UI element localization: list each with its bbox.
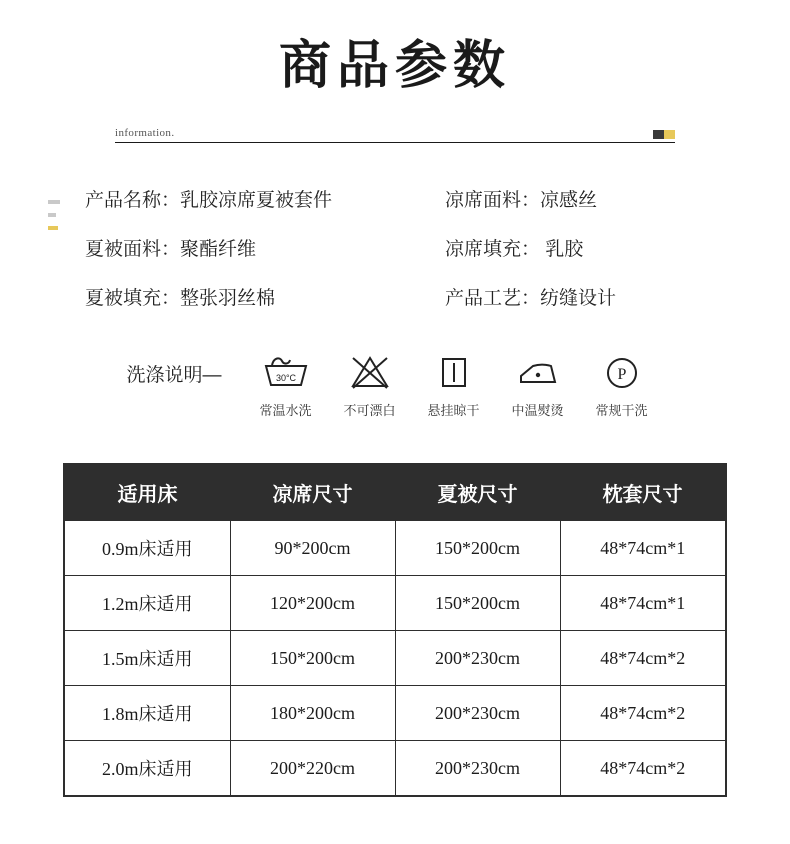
spec-value: 纺缝设计: [540, 288, 617, 310]
tick-mark: [48, 200, 60, 204]
page-title: 商品参数: [278, 38, 511, 95]
wash-care-section: [75, 350, 715, 419]
wash-basin-30c-icon: [244, 350, 328, 394]
wash-care-item: [244, 350, 328, 419]
cell-bed: 1.8m床适用: [65, 686, 230, 741]
wash-care-label: 不可漂白: [343, 403, 396, 419]
cell-bed: 1.5m床适用: [65, 631, 230, 686]
hang-dry-icon: [412, 350, 496, 394]
dry-clean-p-icon: [580, 350, 664, 394]
wash-care-title: 洗涤说明—: [126, 365, 222, 387]
cell-mat: 150*200cm: [230, 631, 395, 686]
size-table: [63, 463, 727, 797]
cell-pillow: 48*74cm*2: [560, 686, 725, 741]
spec-value: 整张羽丝棉: [180, 288, 276, 310]
wash-care-item: [496, 350, 580, 419]
spec-item: [445, 283, 705, 310]
cell-mat: 180*200cm: [230, 686, 395, 741]
svg-text:P: P: [617, 366, 626, 384]
no-bleach-triangle-icon: [328, 350, 412, 394]
table-row: [65, 576, 725, 631]
subtitle-row: [115, 117, 675, 143]
cell-pillow: 48*74cm*1: [560, 521, 725, 576]
spec-item: [445, 185, 705, 212]
column-header-pillow: 枕套尺寸: [560, 465, 725, 521]
swatch-gold: [664, 130, 675, 139]
table-row: [65, 686, 725, 741]
cell-pillow: 48*74cm*1: [560, 576, 725, 631]
spec-list: [85, 185, 705, 310]
spec-value: 乳胶凉席夏被套件: [180, 190, 333, 212]
spec-label: 产品名称：: [85, 190, 181, 212]
spec-item: [85, 234, 445, 261]
column-header-mat: 凉席尺寸: [230, 465, 395, 521]
tick-mark: [48, 213, 56, 217]
wash-care-label: 常规干洗: [595, 403, 648, 419]
spec-label: 夏被填充：: [85, 288, 181, 310]
cell-mat: 90*200cm: [230, 521, 395, 576]
table-header-row: [65, 465, 725, 521]
column-header-quilt: 夏被尺寸: [395, 465, 560, 521]
wash-care-label: 中温熨烫: [511, 403, 564, 419]
spec-label: 凉席面料：: [445, 190, 541, 212]
table-row: [65, 521, 725, 576]
subtitle-en: information.: [115, 127, 175, 140]
svg-text:30°C: 30°C: [275, 373, 296, 384]
spec-value: 凉感丝: [540, 190, 598, 212]
wash-care-item: [412, 350, 496, 419]
wash-icon-row: [244, 350, 664, 419]
table-row: [65, 631, 725, 686]
spec-label: 凉席填充：: [445, 239, 541, 261]
cell-mat: 120*200cm: [230, 576, 395, 631]
spec-item: [85, 283, 445, 310]
cell-pillow: 48*74cm*2: [560, 741, 725, 796]
cell-quilt: 200*230cm: [395, 686, 560, 741]
swatch-dark: [653, 130, 664, 139]
swatch-group: [653, 130, 675, 139]
iron-medium-icon: [496, 350, 580, 394]
spec-item: [85, 185, 445, 212]
cell-mat: 200*220cm: [230, 741, 395, 796]
wash-care-label: 悬挂晾干: [427, 403, 480, 419]
cell-quilt: 150*200cm: [395, 576, 560, 631]
cell-quilt: 200*230cm: [395, 631, 560, 686]
cell-bed: 1.2m床适用: [65, 576, 230, 631]
column-header-bed: 适用床: [65, 465, 230, 521]
table-row: [65, 741, 725, 796]
spec-item: [445, 234, 705, 261]
spec-label: 夏被面料：: [85, 239, 181, 261]
wash-care-item: [580, 350, 664, 419]
cell-quilt: 150*200cm: [395, 521, 560, 576]
cell-bed: 0.9m床适用: [65, 521, 230, 576]
tick-mark-accent: [48, 226, 58, 230]
spec-value: 乳胶: [540, 239, 584, 261]
divider-line: [115, 142, 675, 143]
wash-care-label: 常温水洗: [259, 403, 312, 419]
spec-value: 聚酯纤维: [180, 239, 257, 261]
cell-pillow: 48*74cm*2: [560, 631, 725, 686]
side-tick-decoration: [48, 200, 62, 239]
cell-bed: 2.0m床适用: [65, 741, 230, 796]
spec-label: 产品工艺：: [445, 288, 541, 310]
cell-quilt: 200*230cm: [395, 741, 560, 796]
wash-care-item: [328, 350, 412, 419]
